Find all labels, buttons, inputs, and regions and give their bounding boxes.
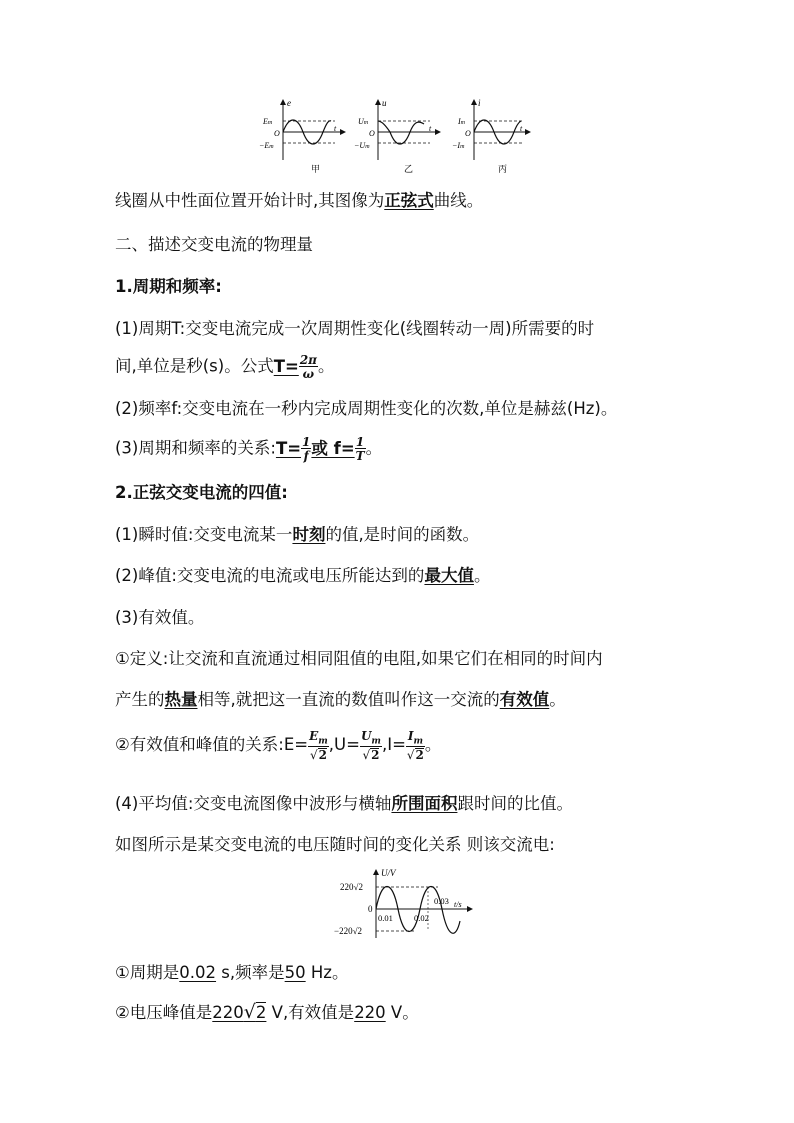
origin-label: O	[274, 129, 280, 138]
answer-effective: 220	[354, 1003, 386, 1022]
tick-001: 0.01	[378, 913, 393, 923]
svg-text:−Im: −Im	[452, 141, 465, 150]
answer-zuidazhi: 最大值	[424, 566, 474, 585]
line-average-value: (4)平均值:交变电流图像中波形与横轴所围面积跟时间的比值。	[115, 794, 573, 813]
graph-bing	[452, 98, 530, 174]
axis-label: e	[287, 98, 291, 108]
answer-peak: 220√2	[212, 1001, 267, 1023]
line-sine-description: 线圈从中性面位置开始计时,其图像为正弦式曲线。	[115, 191, 484, 210]
answer-period: 0.02	[179, 963, 217, 982]
three-sine-graphs	[0, 0, 794, 180]
svg-text:−220√2: −220√2	[334, 926, 363, 936]
svg-text:丙: 丙	[498, 164, 508, 174]
voltage-time-graph	[0, 866, 794, 946]
tick-002: 0.02	[414, 913, 429, 923]
subheading-period-frequency: 1.周期和频率:	[115, 277, 222, 296]
line-period-formula: 间,单位是秒(s)。公式T= $\frac{2\pi}{\omega}$ 。	[115, 353, 335, 381]
line-peak-effective-answer: ②电压峰值是220√2 V,有效值是220 V。	[115, 1001, 419, 1023]
svg-text:−Em: −Em	[259, 141, 274, 150]
peak-label: E	[263, 117, 268, 126]
svg-text:Um: Um	[358, 117, 369, 126]
line-effective-value: (3)有效值。	[115, 608, 205, 627]
line-frequency-def: (2)频率f:交变电流在一秒内完成周期性变化的次数,单位是赫兹(Hz)。	[115, 399, 618, 418]
svg-text:t: t	[334, 124, 337, 133]
tick-003: 0.03	[434, 896, 449, 906]
svg-text:O: O	[369, 129, 375, 138]
answer-shike: 时刻	[292, 525, 326, 544]
answer-reliang: 热量	[164, 690, 198, 709]
formula-relation: T= $\frac{1}{f}$ 或 f= $\frac{1}{T}$	[275, 435, 365, 463]
svg-text:乙: 乙	[404, 164, 414, 174]
svg-text:0: 0	[368, 904, 373, 914]
answer-suoweimianji: 所围面积	[391, 794, 458, 813]
graph-jia	[259, 98, 345, 174]
line-effective-peak-relation: ②有效值和峰值的关系:E= $\frac{E_m}{√2}$ ,U= $\frac{U_m}{√2}$ ,I= $\frac{I_m}{√2}$ 。	[115, 729, 442, 763]
svg-text:−Um: −Um	[354, 141, 370, 150]
line-figure-intro: 如图所示是某交变电流的电压随时间的变化关系 则该交流电:	[115, 835, 555, 854]
line-peak-value: (2)峰值:交变电流的电流或电压所能达到的最大值。	[115, 566, 491, 585]
svg-text:Em: Em	[263, 117, 273, 126]
svg-text:t: t	[429, 124, 432, 133]
line-period-frequency-relation: (3)周期和频率的关系:T= $\frac{1}{f}$ 或 f= $\frac{1}{T}$ 。	[115, 435, 383, 463]
svg-text:U/V: U/V	[381, 868, 396, 878]
answer-youxiaozhi: 有效值	[499, 690, 550, 709]
line-definition-cont: 产生的热量相等,就把这一直流的数值叫作这一交流的有效值。	[115, 690, 566, 709]
svg-text:220√2: 220√2	[340, 882, 363, 892]
graph-yi	[354, 98, 440, 174]
caption: 甲	[311, 164, 321, 174]
svg-text:Im: Im	[458, 117, 466, 126]
subheading-four-values: 2.正弦交变电流的四值:	[115, 483, 288, 502]
line-period-answer: ①周期是0.02 s,频率是50 Hz。	[115, 963, 349, 982]
svg-text:i: i	[478, 98, 481, 108]
svg-text:t/s: t/s	[454, 900, 462, 909]
line-instant-value: (1)瞬时值:交变电流某一时刻的值,是时间的函数。	[115, 525, 480, 544]
svg-text:t: t	[520, 124, 523, 133]
line-definition: ①定义:让交流和直流通过相同阻值的电阻,如果它们在相同的时间内	[115, 649, 603, 668]
section-heading: 二、描述交变电流的物理量	[115, 235, 313, 254]
formula-period: T= $\frac{2\pi}{\omega}$	[273, 353, 317, 381]
answer-frequency: 50	[284, 963, 306, 982]
line-period-def: (1)周期T:交变电流完成一次周期性变化(线圈转动一周)所需要的时	[115, 319, 595, 338]
svg-text:u: u	[382, 98, 387, 108]
answer-zhengxianshi: 正弦式	[384, 191, 434, 210]
svg-text:O: O	[465, 129, 471, 138]
